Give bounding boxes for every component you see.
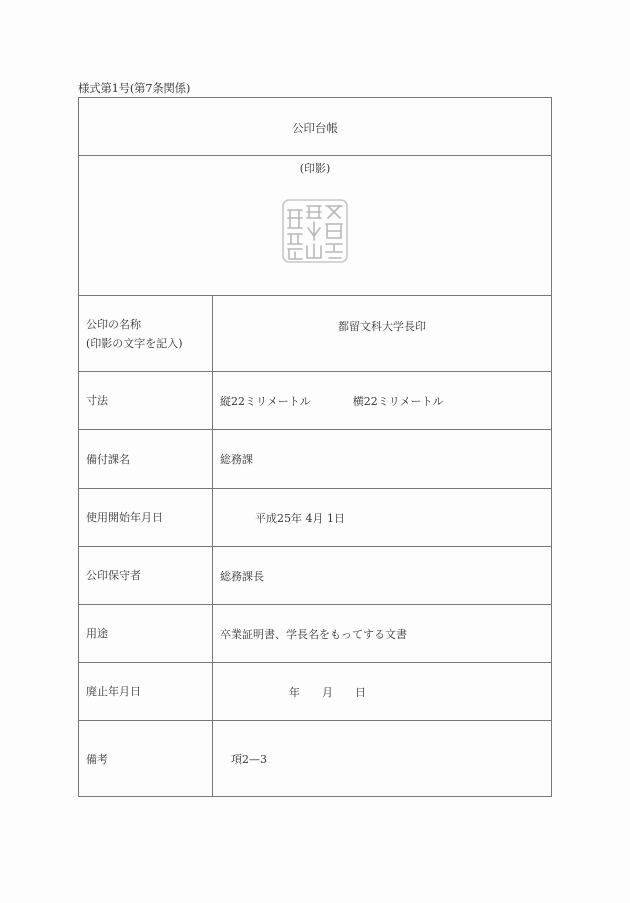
form-number-label: 様式第1号(第7条関係): [78, 81, 191, 95]
seal-impression-caption: (印影): [299, 162, 331, 175]
custodian-value: 総務課長: [220, 569, 264, 583]
ledger-row-purpose: [79, 605, 551, 663]
seal-name-label: 公印の名称: [86, 317, 141, 331]
seal-name-text: 都留文科大学長印: [338, 320, 426, 333]
seal-name-value: [213, 296, 551, 371]
row-label: 備考: [79, 721, 213, 797]
ledger-row-custodian: [79, 547, 551, 605]
seal-stamp-icon: [279, 196, 351, 266]
purpose-value: 卒業証明書、学長名をもってする文書: [220, 627, 407, 641]
ledger-row-start-date: [79, 489, 551, 547]
ledger-row-seal-name: [79, 296, 551, 372]
abolition-month: 月: [322, 685, 333, 699]
seal-name-sublabel: (印影の文字を記入): [86, 336, 183, 350]
title-row: [79, 98, 551, 156]
ledger-row-remarks: [79, 721, 551, 797]
row-label: 公印保守者: [79, 547, 213, 604]
ledger-title: 公印台帳: [292, 121, 338, 135]
abolition-date-value: [213, 663, 551, 720]
remarks-value: 項2—3: [231, 753, 267, 766]
row-label: 寸法: [79, 372, 213, 429]
dimensions-value: [213, 372, 551, 429]
row-label: [79, 296, 213, 371]
abolition-year: 年: [289, 685, 300, 699]
start-date-value: 平成25年 4月 1日: [255, 511, 345, 525]
row-label: 使用開始年月日: [79, 489, 213, 546]
seal-impression-row: [79, 156, 551, 296]
row-label: 用途: [79, 605, 213, 662]
ledger-row-dimensions: [79, 372, 551, 430]
ledger-row-department: [79, 430, 551, 489]
row-label: 廃止年月日: [79, 663, 213, 720]
dimension-vertical: 縦22ミリメートル: [220, 394, 311, 408]
seal-ledger-table: [78, 97, 552, 797]
department-value: 総務課: [220, 453, 253, 466]
ledger-row-abolition-date: [79, 663, 551, 721]
row-label: 備付課名: [79, 430, 213, 488]
abolition-day: 日: [355, 685, 366, 699]
dimension-horizontal: 横22ミリメートル: [352, 394, 444, 408]
